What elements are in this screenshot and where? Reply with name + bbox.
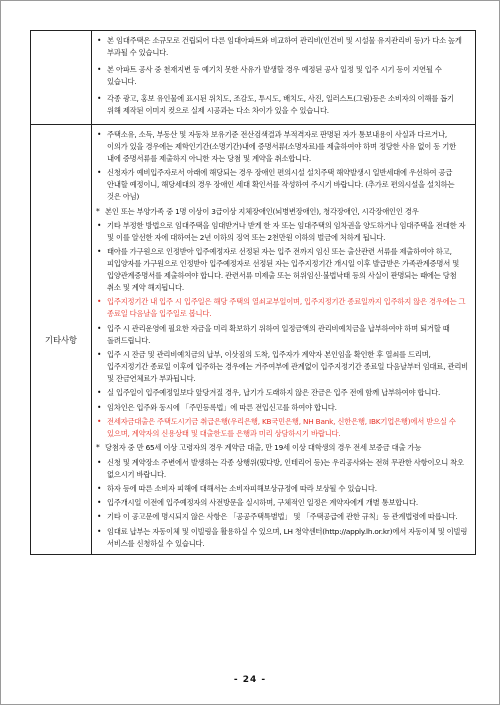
notice-table (30, 30, 476, 555)
list-item: • 임대료 납부는 자동이체 및 이빌링을 활용하실 수 있으며, LH 청약센터(http://apply.lh.or.kr)에서 자동이체 및 이빌링 서비스를 신청하실 수 있습니다. (95, 526, 469, 550)
list-item: • 신청자가 예비입주자로서 아래에 해당되는 경우 장애인 편의시설 설치주택 해약발생시 일반세대에 우선하여 공급 안내할 예정이니, 해당세대의 경우 장애인 세대 확인서를 작성하여 주시기 바랍니다. (추가로 편의시설을 설치하는 것은 아님) (95, 167, 469, 203)
note-item: * 당첨자 중 만 65세 이상 고령자의 경우 계약금 대출, 만 19세 이상 대학생의 경우 전세 보증금 대출 가능 (95, 442, 469, 454)
list-item: • 태아를 가구원으로 인정받아 입주예정자로 선정된 자는 입주 전까지 임신 또는 출산관련 서류를 제출하여야 하고, 피입양자를 가구원으로 인정받아 입주예정자로 선정된 자는 입주지정기간 개시일 이후 발급받은 가족관계증명서 및 입양관계증명서를 제출하여야 합니다. 관련서류 미제출 또는 허위임신·불법낙태 등의 사실이 판명되는 때에는 당첨 취소 및 계약 해지됩니다. (95, 246, 469, 294)
notice-list-top (95, 35, 469, 117)
list-item: • 임차인은 입주와 동시에 「주민등록법」에 따른 전입신고를 하여야 합니다. (95, 402, 469, 414)
table-row (31, 125, 476, 555)
list-item: • 주택소유, 소득, 부동산 및 자동차 보유기준 전산검색결과 부적격자로 판명된 자가 통보내용이 사실과 다르거나, 이의가 있을 경우에는 제학인기간(소명기간)내에 증명서류(소명자료)를 제출하여야 하며 정당한 사유 없이 동 기한 내에 증명서류를 제출하지 아니한 자는 당첨 및 계약을 취소합니다. (95, 129, 469, 165)
list-item: • 본 아파트 공사 중 천재지변 등 예기치 못한 사유가 발생할 경우 예정된 공사 일정 및 입주 시기 등이 지연될 수 있습니다. (95, 64, 469, 88)
row-label-cell-empty (31, 31, 92, 125)
list-item: • 입주지정기간 내 입주 시 입주일은 해당 주택의 열쇠교부일이며, 입주지정기간 종료일까지 입주하지 않은 경우에는 그 종료일 다음날을 입주일로 봅니다. (95, 296, 469, 320)
content-cell-main (92, 125, 476, 555)
list-item: • 실 입주일이 입주예정일보다 앞당겨질 경우, 납기가 도래하지 않은 잔금은 입주 전에 함께 납부하여야 합니다. (95, 387, 469, 399)
table-row (31, 31, 476, 125)
list-item: • 본 임대주택은 소규모로 건립되어 다른 임대아파트와 비교하여 관리비(인건비 및 시설물 유지관리비 등)가 다소 높게 부과될 수 있습니다. (95, 35, 469, 59)
list-item: • 기타 부정한 방법으로 임대주택을 임대받거나 받게 한 자 또는 임대주택의 임차권을 양도하거나 임대주택을 전대한 자 및 이를 알선한 자에 대하여는 2년 이하의 징역 또는 2천만원 이하의 벌금에 처하게 됩니다. (95, 220, 469, 244)
list-item: • 입주 시 잔금 및 관리비예치금의 납부, 이삿짐의 도착, 입주자가 계약자 본인임을 확인한 후 열쇠를 드리며, 입주지정기간 종료일 이후에 입주하는 경우에는 거주여부에 관계없이 입주지정기간 종료일 다음날부터 임대료, 관리비 및 잔금연체료가 부과됩니다. (95, 349, 469, 385)
list-item: • 신청 및 계약장소 주변에서 발생하는 각종 상행위(떴다방, 인테리어 등)는 우리공사와는 전혀 무관한 사항이오니 착오 없으시기 바랍니다. (95, 457, 469, 481)
note-item: * 본인 또는 부양가족 중 1명 이상이 3급이상 지체장애인(뇌병변장애인), 청각장애인, 시각장애인인 경우 (95, 206, 469, 218)
list-item: • 기타 이 공고문에 명시되지 않은 사항은 「공공주택특별법」 및 「주택공급에 관한 규칙」등 관계법령에 따릅니다. (95, 511, 469, 523)
content-cell-top (92, 31, 476, 125)
list-item: • 각종 광고, 홍보 유인물에 표시된 위치도, 조감도, 투시도, 배치도, 사진, 일러스트(그림)등은 소비자의 이해를 돕기 위해 제작된 이미지 컷으로 실제 시공과는 다소 차이가 있을 수 있습니다. (95, 93, 469, 117)
notice-list-main (95, 129, 469, 550)
list-item: • 입주 시 관리운영에 필요한 자금을 미리 확보하기 위하여 일정금액의 관리비예치금을 납부하여야 하며 퇴거할 때 돌려드립니다. (95, 323, 469, 347)
row-label: 기타사항 (31, 125, 92, 555)
list-item: • 전세자금대출은 주택도시기금 취급은행(우리은행, KB국민은행, NH Bank, 신한은행, IBK기업은행)에서 받으실 수 있으며, 계약자의 신용상태 및 대출한도를 은행과 미리 상담하시기 바랍니다. (95, 416, 469, 440)
page-number: - 24 - (233, 675, 267, 685)
list-item: • 하자 등에 따른 소비자 피해에 대해서는 소비자피해보상규정에 따라 보상될 수 있습니다. (95, 483, 469, 495)
list-item: • 입주개시일 이전에 입주예정자의 사전방문을 실시하며, 구체적인 일정은 계약자에게 개별 통보합니다. (95, 497, 469, 509)
